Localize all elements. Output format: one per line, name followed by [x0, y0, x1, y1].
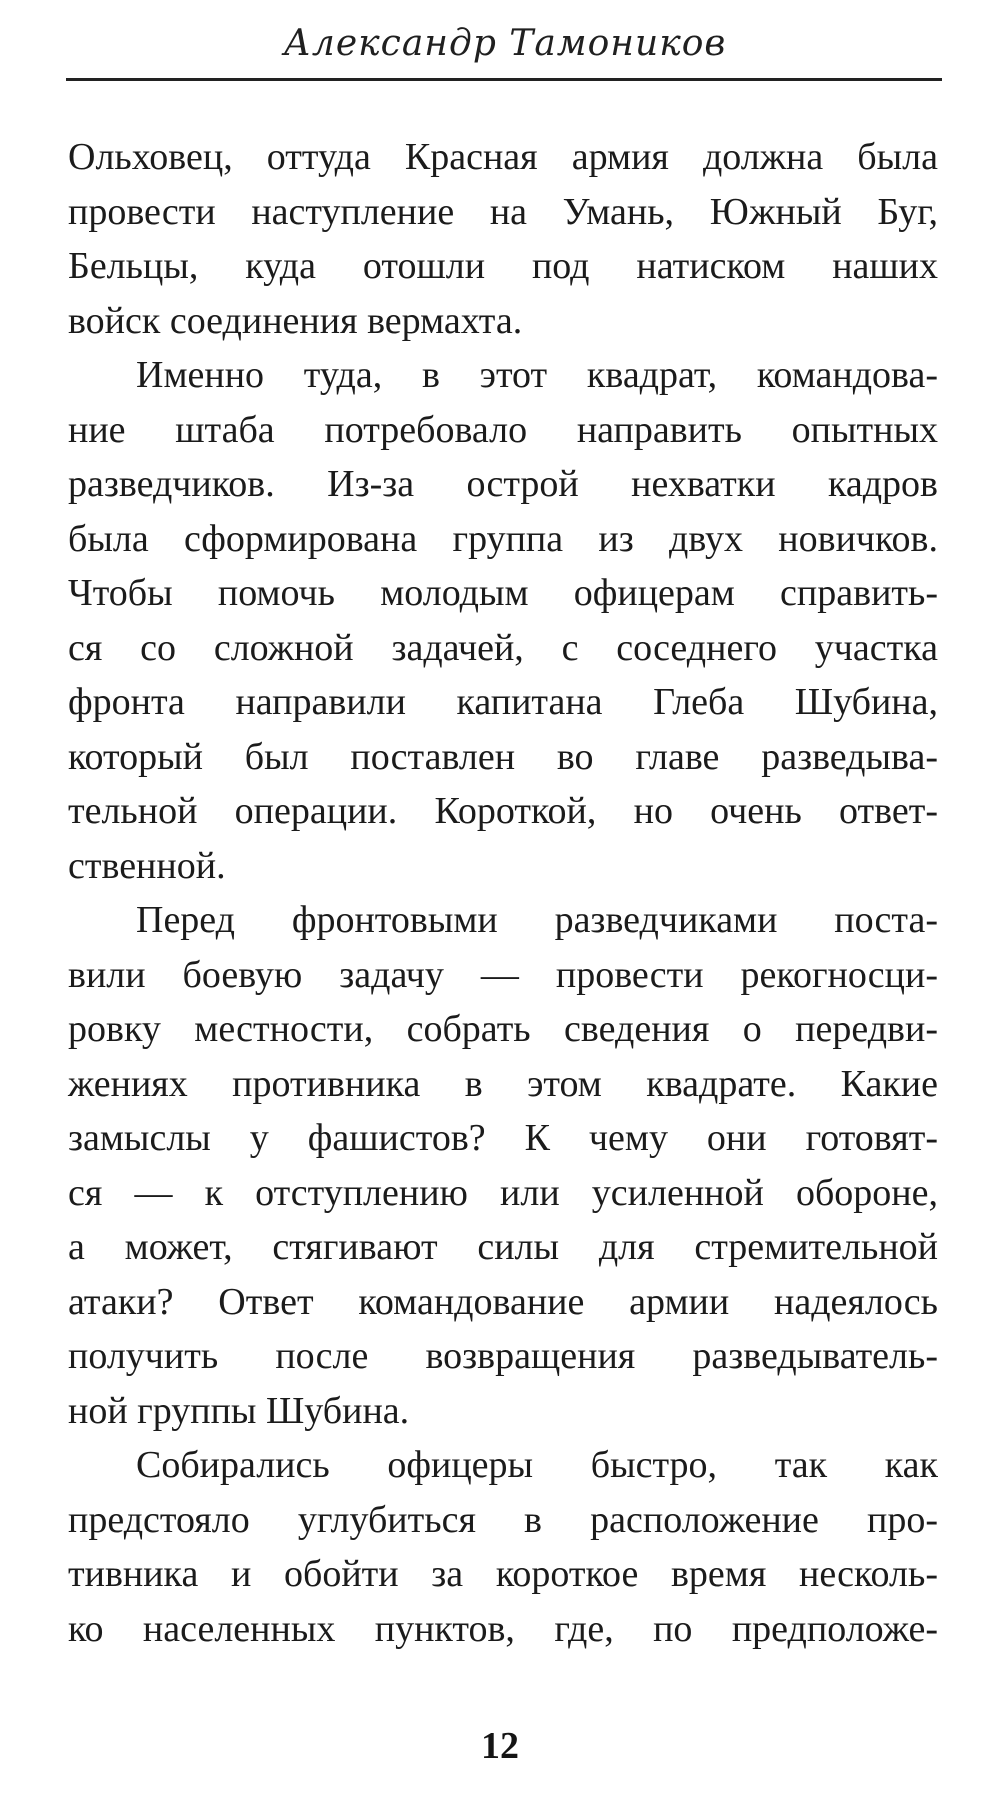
page-number: 12 — [481, 1725, 519, 1767]
text-line: ние штаба потребовало направить опытных — [68, 408, 938, 451]
text-line: Перед фронтовыми разведчиками поста- — [136, 899, 938, 941]
paragraph-3 — [68, 893, 938, 1438]
text-line: вили боевую задачу — провести рекогносци- — [68, 953, 938, 996]
text-line: жениях противника в этом квадрате. Какие — [68, 1062, 938, 1105]
text-line: разведчиков. Из-за острой нехватки кадров — [68, 463, 938, 505]
text-line: атаки? Ответ командование армии надеялось — [68, 1280, 938, 1323]
text-line: замыслы у фашистов? К чему они готовят- — [68, 1117, 938, 1159]
text-line: ко населенных пунктов, где, по предположе- — [68, 1607, 938, 1650]
paragraph-2 — [68, 348, 938, 893]
text-line: Бельцы, куда отошли под натиском наших — [68, 245, 938, 287]
text-line: получить после возвращения разведыватель- — [68, 1335, 938, 1377]
paragraph-1 — [68, 130, 938, 348]
header-rule — [66, 78, 942, 81]
text-line: фронта направили капитана Глеба Шубина, — [68, 681, 938, 723]
text-line: тивника и обойти за короткое время несколь- — [68, 1553, 938, 1595]
text-line: Именно туда, в этот квадрат, командова- — [136, 354, 938, 396]
text-line: ся со сложной задачей, с соседнего участка — [68, 626, 938, 669]
text-line: войск соединения вермахта. — [68, 299, 523, 342]
text-line: ной группы Шубина. — [68, 1389, 410, 1432]
text-line: а может, стягивают силы для стремительной — [68, 1226, 938, 1268]
text-line: ровку местности, собрать сведения о передви- — [68, 1008, 938, 1050]
text-line: была сформирована группа из двух новичков. — [68, 517, 938, 560]
text-line: Собирались офицеры быстро, так как — [136, 1444, 938, 1486]
paragraph-4 — [68, 1438, 938, 1656]
running-head: Александр Тамоников — [283, 23, 727, 64]
text-line: ся — к отступлению или усиленной обороне, — [68, 1171, 938, 1214]
text-line: предстояло углубиться в расположение про- — [68, 1498, 938, 1541]
text-line: Чтобы помочь молодым офицерам справить- — [68, 572, 938, 614]
text-line: ственной. — [68, 844, 226, 887]
text-line: провести наступление на Умань, Южный Буг, — [68, 190, 938, 233]
text-line: который был поставлен во главе разведыва- — [68, 735, 938, 778]
body-text — [68, 130, 938, 1656]
text-line: Ольховец, оттуда Красная армия должна была — [68, 136, 938, 178]
text-line: тельной операции. Короткой, но очень ответ- — [68, 790, 938, 832]
